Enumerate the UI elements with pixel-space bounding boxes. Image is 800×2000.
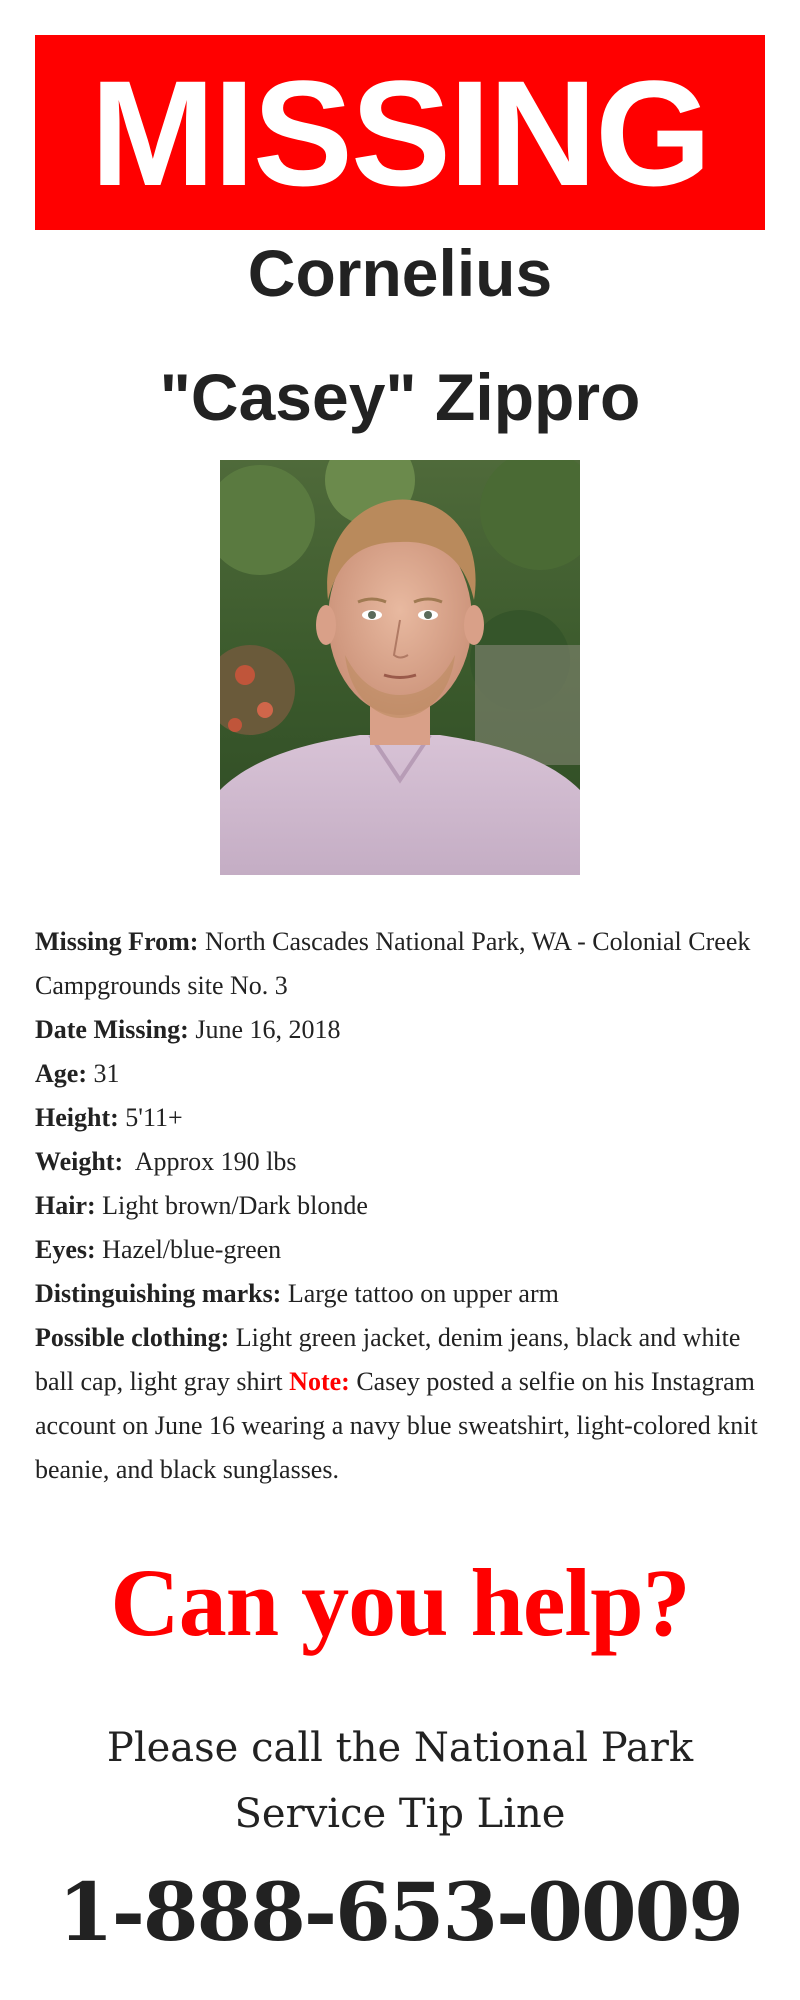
detail-value: North Cascades National Park, WA - Colonial Creek Campgrounds site No. 3 bbox=[35, 927, 751, 1000]
missing-title: MISSING bbox=[90, 48, 710, 217]
help-headline: Can you help? bbox=[110, 1549, 690, 1656]
person-photo bbox=[220, 460, 580, 875]
detail-label: Date Missing: bbox=[35, 1015, 189, 1044]
detail-label: Weight: bbox=[35, 1147, 124, 1176]
detail-value: June 16, 2018 bbox=[195, 1015, 341, 1044]
detail-missing-from bbox=[35, 920, 775, 1008]
missing-details bbox=[35, 920, 775, 1492]
detail-height bbox=[35, 1096, 775, 1140]
detail-label: Possible clothing: bbox=[35, 1323, 230, 1352]
detail-value: 5'11+ bbox=[125, 1103, 183, 1132]
tip-line-phone-number: 1-888-653-0009 bbox=[58, 1865, 742, 1959]
detail-value: Large tattoo on upper arm bbox=[287, 1279, 559, 1308]
detail-weight bbox=[35, 1140, 775, 1184]
detail-label: Eyes: bbox=[35, 1235, 96, 1264]
detail-value: Light green jacket, denim jeans, black and white ball cap, light gray shirt bbox=[35, 1323, 741, 1396]
detail-value: Approx 190 lbs bbox=[134, 1147, 297, 1176]
call-line-2: Service Tip Line bbox=[234, 1791, 566, 1837]
detail-label: Height: bbox=[35, 1103, 119, 1132]
note-label: Note: bbox=[289, 1367, 350, 1396]
detail-label: Missing From: bbox=[35, 927, 199, 956]
detail-value: Hazel/blue-green bbox=[102, 1235, 282, 1264]
detail-distinguishing-marks bbox=[35, 1272, 775, 1316]
detail-value: Light brown/Dark blonde bbox=[102, 1191, 368, 1220]
detail-eyes bbox=[35, 1228, 775, 1272]
detail-label: Hair: bbox=[35, 1191, 96, 1220]
detail-label: Distinguishing marks: bbox=[35, 1279, 282, 1308]
detail-hair bbox=[35, 1184, 775, 1228]
detail-age bbox=[35, 1052, 775, 1096]
detail-value: 31 bbox=[93, 1059, 120, 1088]
call-instructions bbox=[0, 1715, 800, 1847]
detail-date-missing bbox=[35, 1008, 775, 1052]
missing-banner bbox=[35, 35, 765, 230]
person-name-last: "Casey" Zippro bbox=[159, 360, 641, 434]
person-name-first: Cornelius bbox=[247, 236, 553, 310]
note-text: Casey posted a selfie on his Instagram account on June 16 wearing a navy blue sweatshirt, light-colored knit beanie, and black sunglasses. bbox=[35, 1367, 758, 1484]
detail-label: Age: bbox=[35, 1059, 87, 1088]
detail-possible-clothing bbox=[35, 1316, 775, 1492]
call-line-1: Please call the National Park bbox=[106, 1725, 694, 1771]
